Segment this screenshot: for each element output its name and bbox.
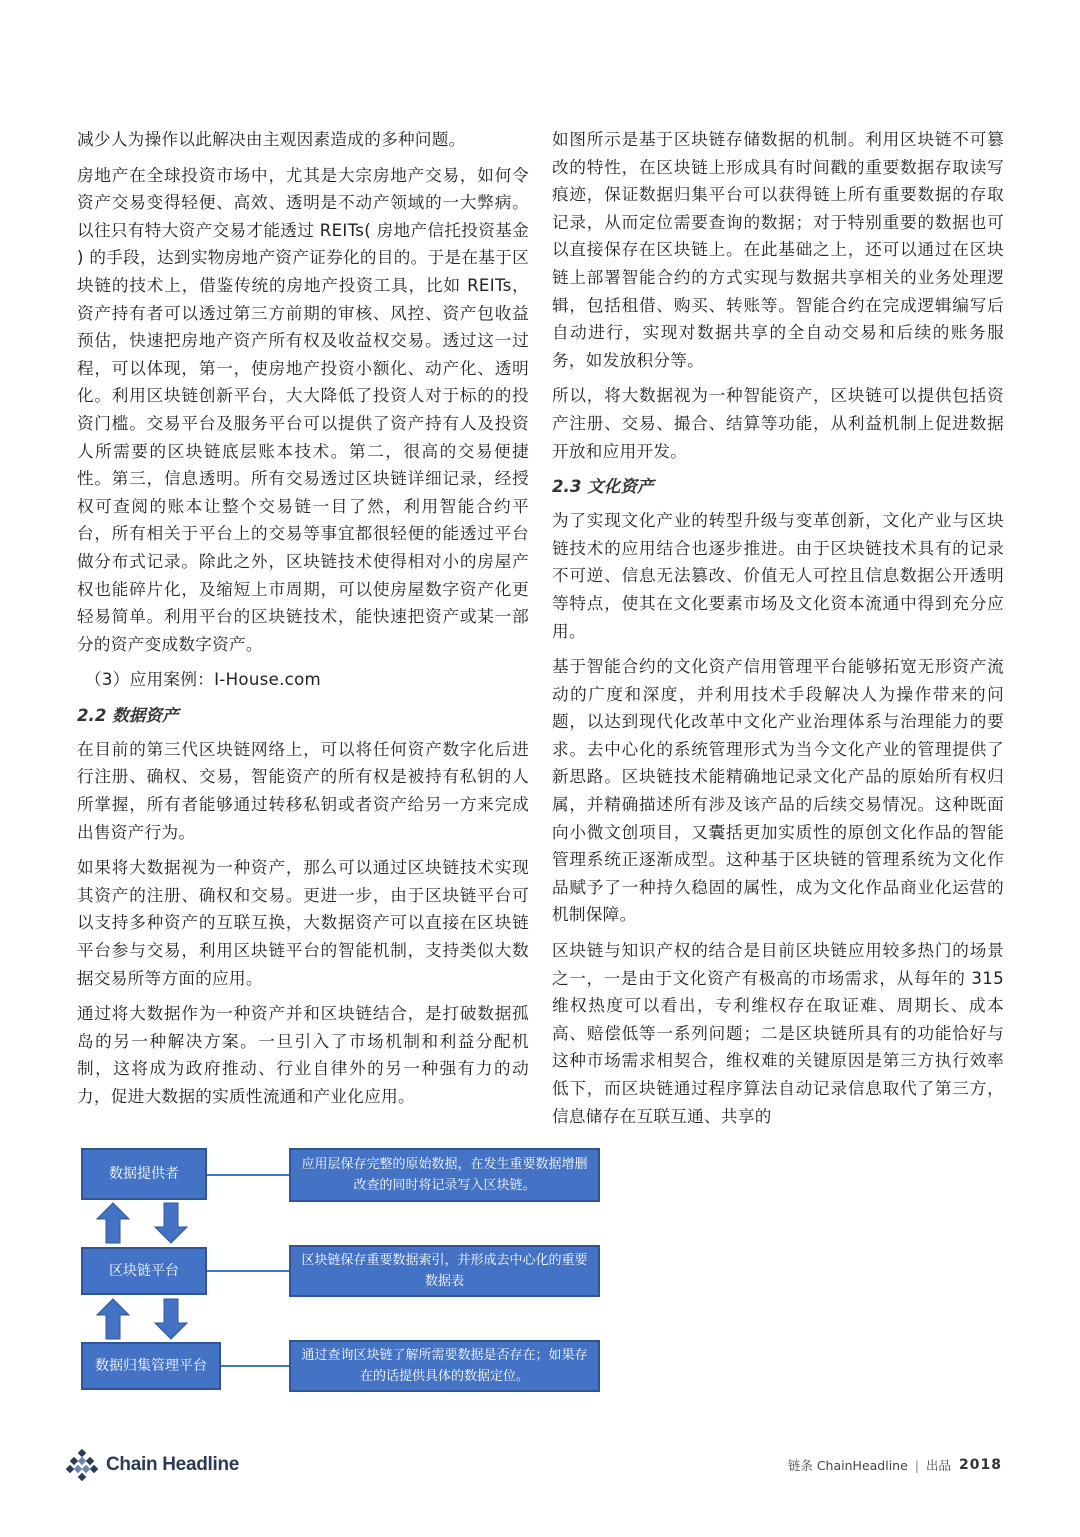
right-column xyxy=(552,126,1004,1138)
paragraph: 房地产在全球投资市场中，尤其是大宗房地产交易，如何令资产交易变得轻便、高效、透明是不动产领域的一大弊病。以往只有特大资产交易才能透过 REITs( 房地产信托投资基金 ) 的手段，达到实物房地产资产证券化的目的。于是在基于区块链的技术上，借鉴传统的房地产投资工具，比如 REITs，资产持有者可以透过第三方前期的审核、风控、资产包收益预估，快速把房地产资产所有权及收益权交易。透过这一过程，可以体现，第一，使房地产投资小额化、动产化、透明化。利用区块链创新平台，大大降低了投资人对于标的的投资门槛。交易平台及服务平台可以提供了资产持有人及投资人所需要的区块链底层账本技术。第二，很高的交易便捷性。第三，信息透明。所有交易透过区块链详细记录，经授权可查阅的账本让整个交易链一目了然，利用智能合约平台，所有相关于平台上的交易等事宜都很轻便的能透过平台做分布式记录。除此之外，区块链技术使得相对小的房屋产权也能碎片化，及缩短上市周期，可以使房屋数字资产化更轻易简单。利用平台的区块链技术，能快速把资产或某一部分的资产变成数字资产。 xyxy=(77,165,529,654)
footer-logo xyxy=(66,1449,239,1481)
footer-produced: 出品 xyxy=(926,1458,952,1473)
arrow-up-icon xyxy=(96,1202,130,1244)
footer-separator: | xyxy=(914,1457,920,1473)
section-heading: 2.3 文化资产 xyxy=(552,477,654,497)
footer-year: 2018 xyxy=(959,1457,1002,1473)
arrow-down-icon xyxy=(154,1202,188,1244)
section-heading: 2.2 数据资产 xyxy=(77,705,179,725)
paragraph: 在目前的第三代区块链网络上，可以将任何资产数字化后进行注册、确权、交易，智能资产的所有权是被持有私钥的人所掌握，所有者能够通过转移私钥或者资产给另一方来完成出售资产行为。 xyxy=(77,739,529,842)
connector-line xyxy=(207,1270,289,1272)
connector-line xyxy=(207,1174,289,1176)
connector-line xyxy=(221,1365,289,1367)
paragraph: 通过将大数据作为一种资产并和区块链结合，是打破数据孤岛的另一种解决方案。一旦引入了市场机制和利益分配机制，这将成为政府推动、行业自律外的另一种强有力的动力，促进大数据的实质性流通和产业化应用。 xyxy=(77,1004,529,1106)
case-line: （3）应用案例：I-House.com xyxy=(85,670,322,690)
paragraph: 区块链与知识产权的结合是目前区块链应用较多热门的场景之一，一是由于文化资产有极高的市场需求，从每年的 315 维权热度可以看出，专利维权存在取证难、周期长、成本高、赔偿低等一系列问题；二是区块链所具有的功能恰好与这种市场需求相契合，维权难的关键原因是第三方执行效率低下，而区块链通过程序算法自动记录信息取代了第三方，信息储存在互联互通、共享的 xyxy=(552,941,1004,1126)
node-data-management-platform: 数据归集管理平台 xyxy=(81,1342,221,1390)
paragraph: 减少人为操作以此解决由主观因素造成的多种问题。 xyxy=(77,130,466,149)
brand-name: Chain Headline xyxy=(106,1454,240,1475)
paragraph: 基于智能合约的文化资产信用管理平台能够拓宽无形资产流动的广度和深度，并利用技术手段解决人为操作带来的问题，以达到现代化改革中文化产业治理体系与治理能力的要求。去中心化的系统管理形式为当今文化产业的管理提供了新思路。区块链技术能精确地记录文化产品的原始所有权归属，并精确描述所有涉及该产品的后续交易情况。这种既面向小微文创项目，又囊括更加实质性的原创文化作品的智能管理系统正逐渐成型。这种基于区块链的管理系统为文化作品赋予了一种持久稳固的属性，成为文化作品商业化运营的机制保障。 xyxy=(552,657,1004,925)
node-data-provider: 数据提供者 xyxy=(81,1148,207,1200)
footer-publisher: 链条 ChainHeadline xyxy=(787,1458,908,1473)
paragraph: 为了实现文化产业的转型升级与变革创新，文化产业与区块链技术的应用结合也逐步推进。由于区块链技术具有的记录不可逆、信息无法篡改、价值无人可控且信息数据公开透明等特点，使其在文化要素市场及文化资本流通中得到充分应用。 xyxy=(552,511,1004,641)
arrow-up-icon xyxy=(96,1298,130,1340)
footer-credit xyxy=(788,1456,1002,1474)
desc-box-1: 应用层保存完整的原始数据，在发生重要数据增删改查的同时将记录写入区块链。 xyxy=(289,1148,600,1202)
node-blockchain-platform: 区块链平台 xyxy=(81,1247,207,1295)
paragraph: 如果将大数据视为一种资产，那么可以通过区块链技术实现其资产的注册、确权和交易。更进一步，由于区块链平台可以支持多种资产的互联互换，大数据资产可以直接在区块链平台参与交易，利用区块链平台的智能机制，支持类似大数据交易所等方面的应用。 xyxy=(77,858,529,988)
paragraph: 如图所示是基于区块链存储数据的机制。利用区块链不可篡改的特性，在区块链上形成具有时间戳的重要数据存取读写痕迹，保证数据归集平台可以获得链上所有重要数据的存取记录，从而定位需要查询的数据；对于特别重要的数据也可以直接保存在区块链上。在此基础之上，还可以通过在区块链上部署智能合约的方式实现与数据共享相关的业务处理逻辑，包括租借、购买、转账等。智能合约在完成逻辑编写后自动进行，实现对数据共享的全自动交易和后续的账务服务，如发放积分等。 xyxy=(552,130,1004,370)
paragraph: 所以，将大数据视为一种智能资产，区块链可以提供包括资产注册、交易、撮合、结算等功能，从利益机制上促进数据开放和应用开发。 xyxy=(552,386,1004,461)
chain-logo-icon xyxy=(66,1449,98,1481)
left-column xyxy=(77,126,529,1119)
desc-box-3: 通过查询区块链了解所需要数据是否存在；如果存在的话提供具体的数据定位。 xyxy=(289,1340,600,1392)
arrow-down-icon xyxy=(154,1298,188,1340)
desc-box-2: 区块链保存重要数据索引，并形成去中心化的重要数据表 xyxy=(289,1245,600,1297)
